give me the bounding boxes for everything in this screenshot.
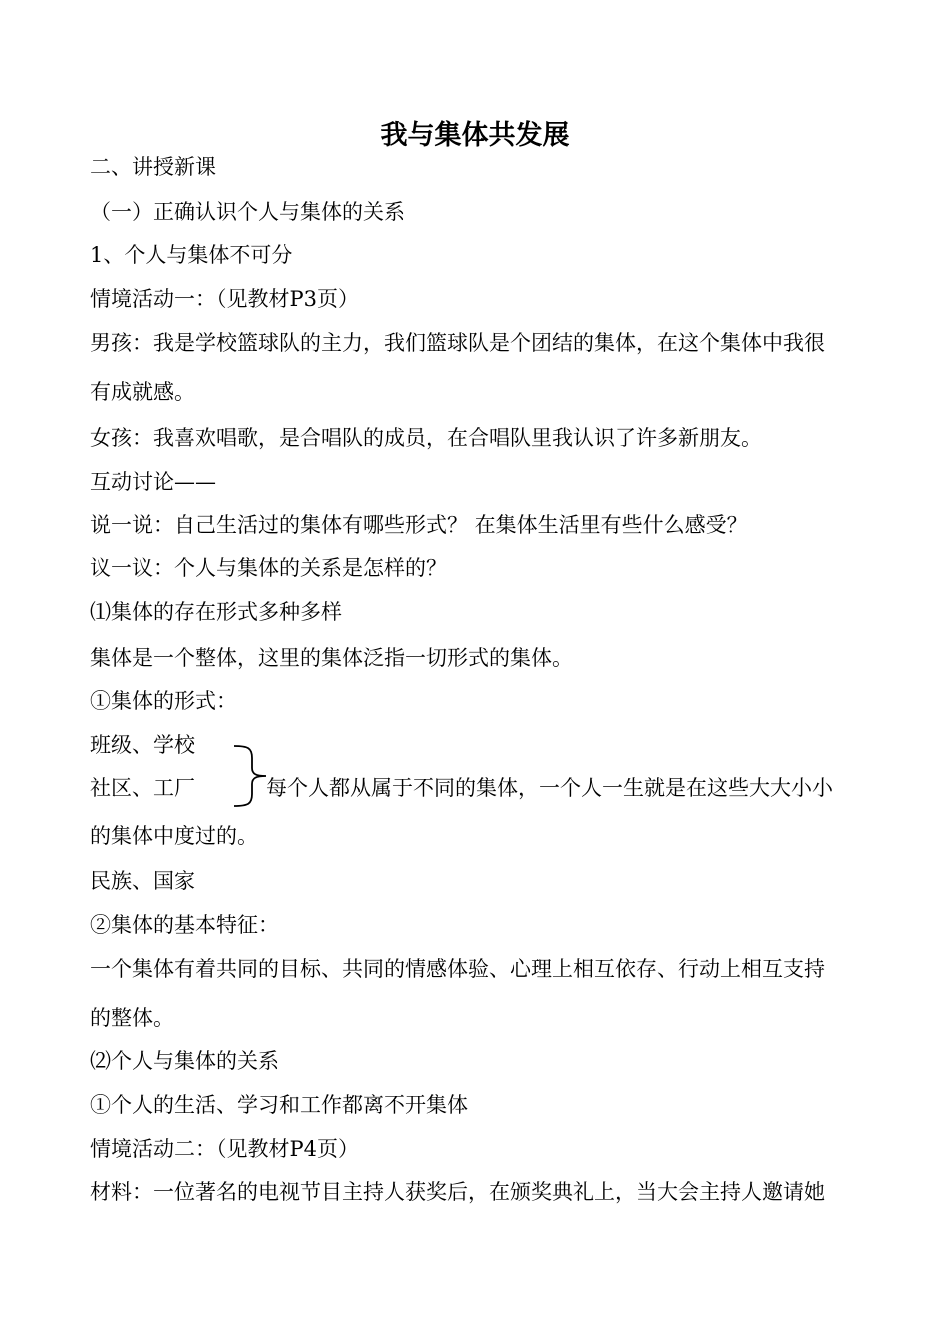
point-heading: 1、个人与集体不可分 — [90, 243, 293, 267]
list-heading: ⑵个人与集体的关系 — [90, 1049, 279, 1073]
section-heading: 二、讲授新课 — [90, 155, 216, 179]
list-heading: ①个人的生活、学习和工作都离不开集体 — [90, 1093, 468, 1117]
paragraph-line: 女孩：我喜欢唱歌，是合唱队的成员，在合唱队里我认识了许多新朋友。 — [90, 426, 762, 450]
paragraph-line: 互动讨论—— — [90, 470, 216, 494]
activity-heading: 情境活动二：（见教材P4页） — [90, 1137, 359, 1161]
paragraph-line: 男孩：我是学校篮球队的主力，我们篮球队是个团结的集体，在这个集体中我很 — [90, 331, 825, 355]
list-heading: ⑴集体的存在形式多种多样 — [90, 600, 342, 624]
activity-heading: 情境活动一：（见教材P3页） — [90, 287, 359, 311]
list-item: 民族、国家 — [90, 869, 195, 893]
page-title: 我与集体共发展 — [380, 120, 570, 151]
list-item: 班级、学校 — [90, 733, 195, 757]
paragraph-line: 有成就感。 — [90, 380, 195, 404]
paragraph-line: 材料：一位著名的电视节目主持人获奖后，在颁奖典礼上，当大会主持人邀请她 — [90, 1180, 825, 1204]
paragraph-line: 议一议：个人与集体的关系是怎样的？ — [90, 556, 447, 580]
paragraph-line: 说一说：自己生活过的集体有哪些形式？ 在集体生活里有些什么感受？ — [90, 513, 748, 537]
brace-icon — [232, 744, 268, 808]
paragraph-line: 每个人都从属于不同的集体，一个人一生就是在这些大大小小 — [266, 776, 833, 800]
paragraph-line: 集体是一个整体，这里的集体泛指一切形式的集体。 — [90, 646, 573, 670]
paragraph-line: 一个集体有着共同的目标、共同的情感体验、心理上相互依存、行动上相互支持 — [90, 957, 825, 981]
list-heading: ②集体的基本特征： — [90, 913, 279, 937]
subsection-heading: （一）正确认识个人与集体的关系 — [90, 200, 405, 224]
list-heading: ①集体的形式： — [90, 689, 237, 713]
paragraph-line: 的集体中度过的。 — [90, 824, 258, 848]
paragraph-line: 的整体。 — [90, 1006, 174, 1030]
list-item: 社区、工厂 — [90, 776, 195, 800]
